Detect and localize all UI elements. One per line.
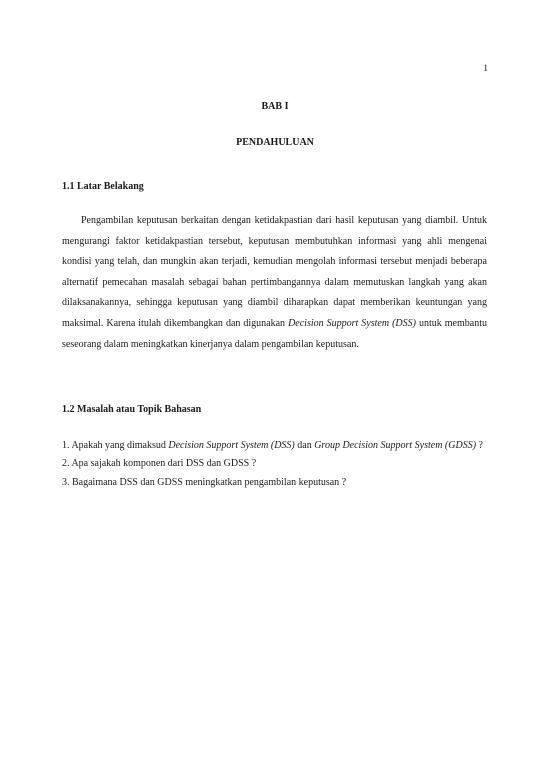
list-item-italic-term: Decision Support System (DSS) [168, 440, 295, 451]
paragraph-italic-term: Decision Support System (DSS) [288, 317, 416, 329]
problem-list [62, 437, 487, 492]
paragraph-text-end: untuk membantu seseorang dalam meningkatkan kinerjanya dalam pengambilan keputusan. [62, 317, 487, 350]
list-item-text: dan [294, 440, 315, 451]
list-item-text: ? [476, 440, 483, 451]
list-item: 3. Bagaimana DSS dan GDSS meningkatkan pengambilan keputusan ? [62, 476, 347, 488]
background-paragraph [62, 211, 487, 355]
list-item [62, 437, 487, 455]
chapter-title: PENDAHULUAN [236, 137, 314, 148]
paragraph-text: Pengambilan keputusan berkaitan dengan ketidakpastian dari hasil keputusan yang diambil. Untuk mengurangi faktor ketidakpastian tersebut, keputusan membutuhkan informasi yang ahli mengenai kondisi yang telah, dan mungkin akan terjadi, kemudian mengolah informasi tersebut menjadi beberapa alternatif pemecahan masalah sebagai bahan pertimbangannya dalam memutuskan langkah yang akan dilaksanakannya, sehingga keputusan yang diambil diharapkan dapat memberikan keuntungan yang maksimal. Karena itulah dikembangkan dan digunakan [62, 215, 487, 329]
list-item-text: 1. Apakah yang dimaksud [62, 440, 169, 451]
section-heading-masalah: 1.2 Masalah atau Topik Bahasan [62, 404, 202, 415]
section-heading-latar-belakang: 1.1 Latar Belakang [62, 181, 144, 192]
chapter-label: BAB I [261, 101, 289, 112]
list-item: 2. Apa sajakah komponen dari DSS dan GDSS ? [62, 458, 257, 470]
list-item-italic-term: Group Decision Support System (GDSS) [314, 440, 477, 451]
page-number: 1 [483, 64, 488, 74]
